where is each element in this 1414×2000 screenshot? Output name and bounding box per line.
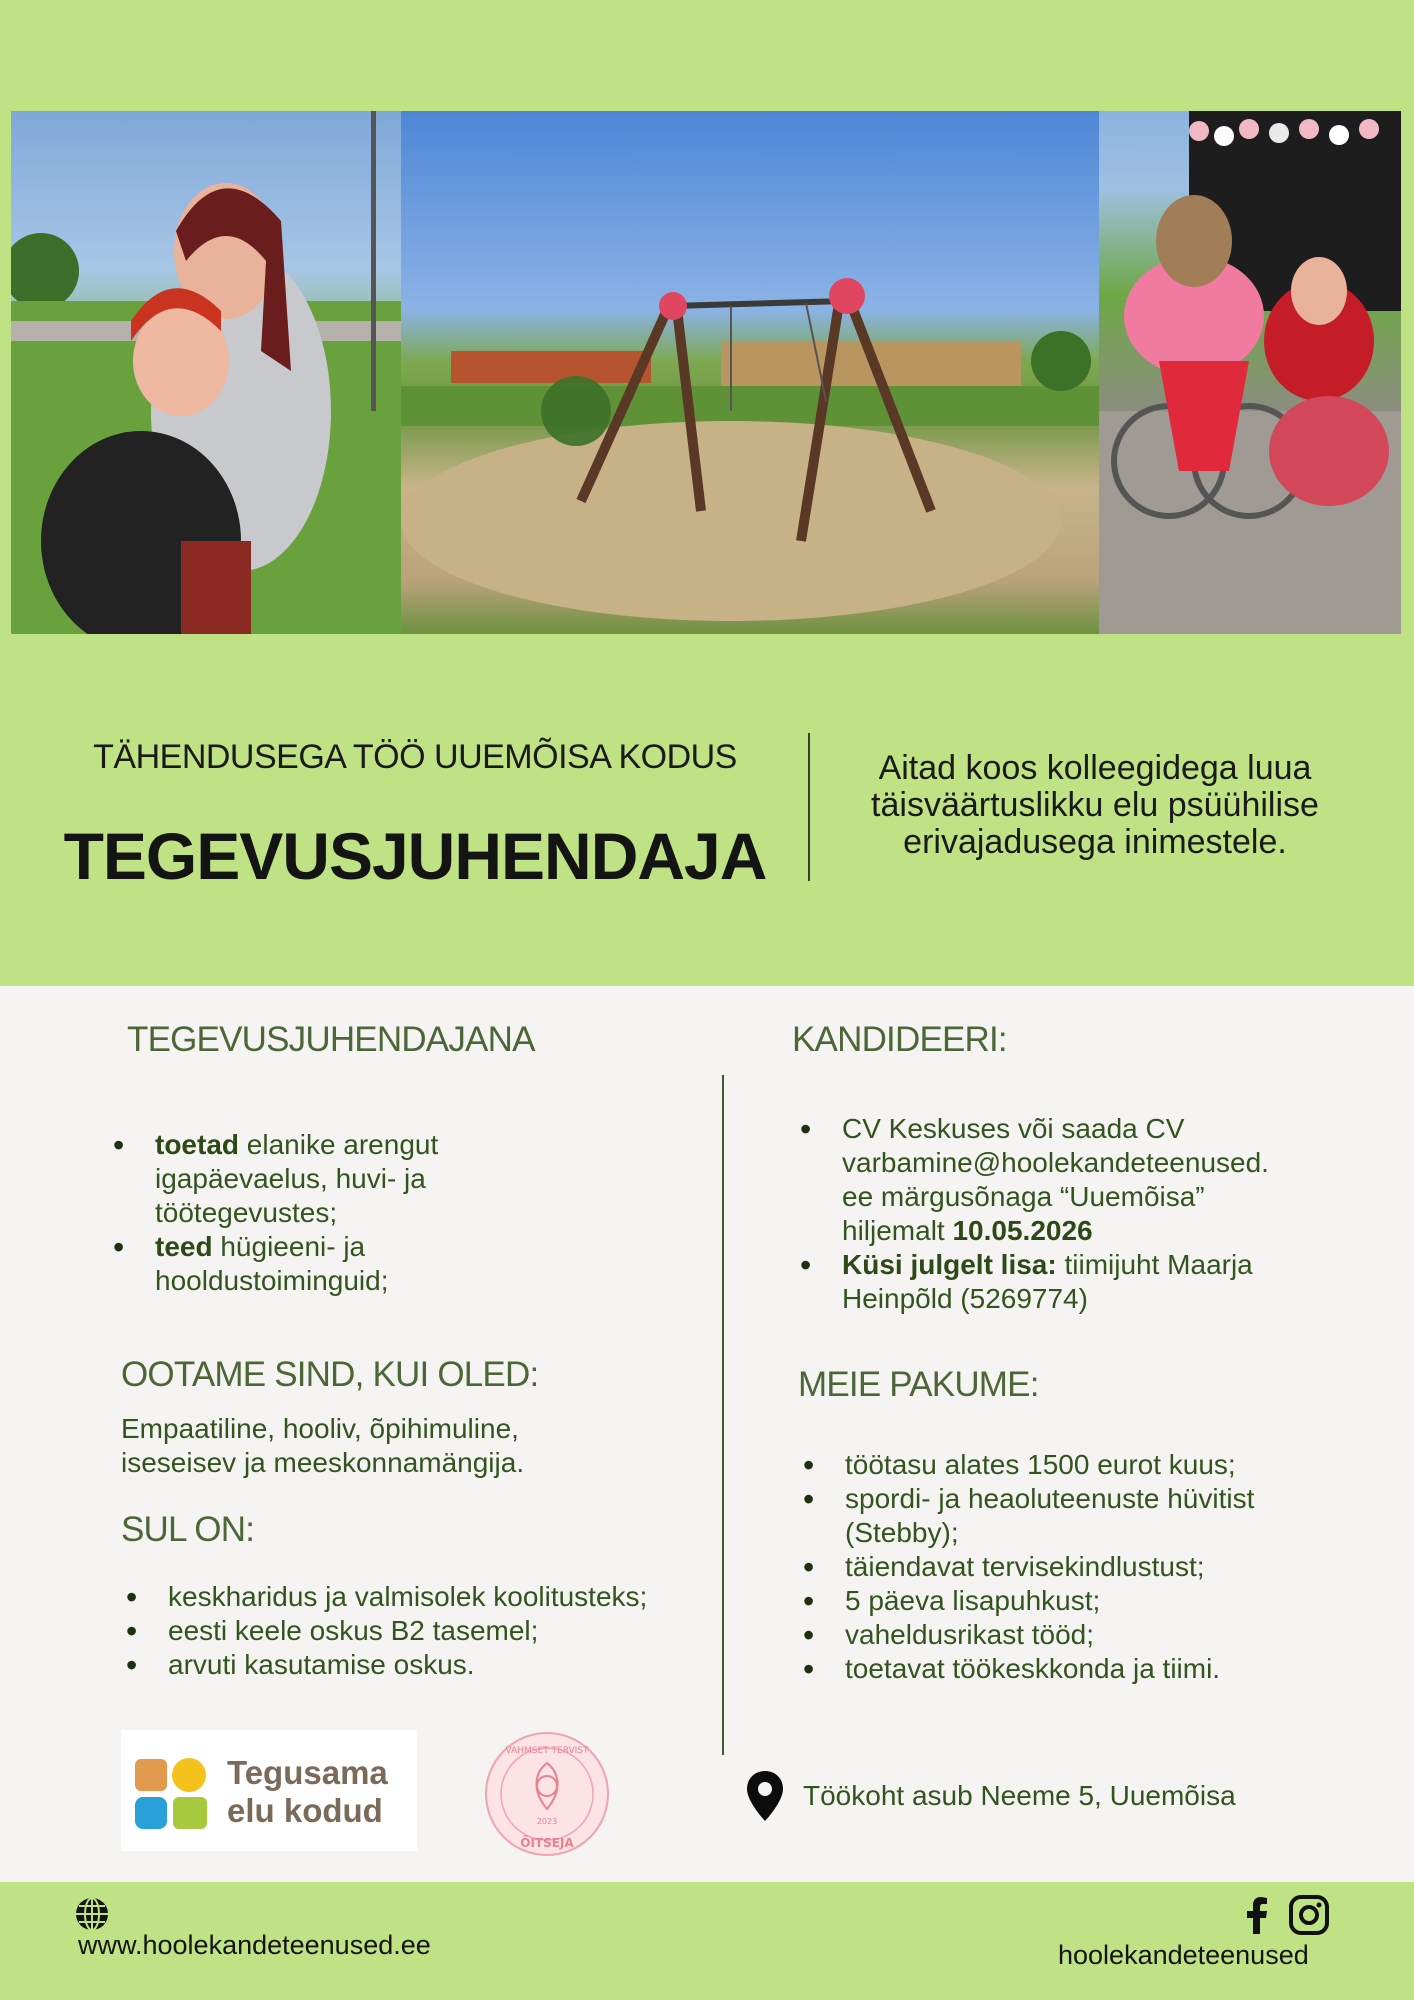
photo-wheelchair-visit — [1099, 111, 1401, 634]
seal-bottom-text: ÕITSEJA — [520, 1836, 574, 1850]
photo-two-women-hugging — [11, 111, 401, 634]
offer-text: (Stebby); — [845, 1517, 959, 1548]
list-item: • 5 päeva lisapuhkust; — [803, 1584, 1363, 1618]
column-divider — [722, 1075, 724, 1755]
duty-verb: toetad — [155, 1129, 239, 1160]
list-item: • vaheldusrikast tööd; — [803, 1618, 1363, 1652]
map-pin-icon — [745, 1770, 785, 1822]
offer-list — [803, 1448, 1363, 1686]
list-item — [803, 1482, 1363, 1550]
tegusama-line: Tegusama — [227, 1754, 388, 1791]
list-item: • arvuti kasutamise oskus. — [126, 1648, 716, 1682]
location — [745, 1770, 1236, 1822]
health-seal-icon — [484, 1731, 610, 1857]
offer-heading: MEIE PAKUME: — [798, 1365, 1039, 1404]
hero-description-line: Aitad koos kolleegidega luua — [878, 749, 1312, 787]
social-icons — [1236, 1894, 1330, 1936]
page-title: TEGEVUSJUHENDAJA — [63, 819, 767, 893]
list-item: • toetavat töökeskkonda ja tiimi. — [803, 1652, 1363, 1686]
duties-list — [113, 1128, 583, 1298]
role-heading: TEGEVUSJUHENDAJANA — [127, 1020, 535, 1059]
duty-text: töötegevustes; — [155, 1197, 338, 1228]
photo-strip — [11, 111, 1401, 634]
contact-text: Heinpõld (5269774) — [842, 1283, 1088, 1314]
facebook-icon[interactable] — [1236, 1894, 1278, 1936]
hero-subtitle: TÄHENDUSEGA TÖÖ UUEMÕISA KODUS — [93, 738, 737, 776]
list-item: • töötasu alates 1500 eurot kuus; — [803, 1448, 1363, 1482]
apply-email[interactable]: varbamine@hoolekandeteenused. — [842, 1147, 1269, 1178]
expect-line: Empaatiline, hooliv, õpihimuline, — [121, 1413, 519, 1444]
apply-text: hiljemalt — [842, 1215, 953, 1246]
list-item: • eesti keele oskus B2 tasemel; — [126, 1614, 716, 1648]
requirements-list — [126, 1580, 716, 1682]
expect-text — [121, 1412, 681, 1480]
hero-description-line: erivajadusega inimestele. — [903, 823, 1287, 861]
apply-text: ee märgusõnaga “Uuemõisa” — [842, 1181, 1205, 1212]
website-link[interactable]: www.hoolekandeteenused.ee — [78, 1930, 431, 1960]
location-text: Töökoht asub Neeme 5, Uuemõisa — [803, 1780, 1236, 1811]
hero-divider — [808, 733, 810, 881]
globe-icon — [74, 1896, 110, 1932]
duty-verb: teed — [155, 1231, 213, 1262]
tegusama-logo — [121, 1730, 417, 1851]
photo-playground-swing — [401, 111, 1099, 634]
duty-text: igapäevaelus, huvi- ja — [155, 1163, 426, 1194]
apply-deadline: 10.05.2026 — [952, 1215, 1093, 1246]
tegusama-line: elu kodud — [227, 1792, 383, 1829]
expect-heading: OOTAME SIND, KUI OLED: — [121, 1355, 539, 1394]
list-item: • keskharidus ja valmisolek koolitusteks; — [126, 1580, 716, 1614]
list-item: • täiendavat tervisekindlustust; — [803, 1550, 1363, 1584]
seal-year: 2023 — [536, 1817, 558, 1826]
apply-list — [800, 1112, 1360, 1316]
tegusama-mark-icon — [133, 1755, 209, 1831]
contact-text: tiimijuht Maarja — [1056, 1249, 1253, 1280]
instagram-icon[interactable] — [1288, 1894, 1330, 1936]
hero-description-line: täisväärtuslikku elu psüühilise — [871, 786, 1319, 824]
expect-line: iseseisev ja meeskonnamängija. — [121, 1447, 525, 1478]
hero-description — [830, 750, 1360, 861]
contact-label: Küsi julgelt lisa: — [842, 1249, 1057, 1280]
list-item — [113, 1128, 583, 1230]
social-handle[interactable]: hoolekandeteenused — [1058, 1940, 1309, 1970]
apply-text: CV Keskuses või saada CV — [842, 1113, 1185, 1144]
duty-text: hügieeni- ja — [212, 1231, 366, 1262]
list-item — [800, 1248, 1360, 1316]
have-heading: SUL ON: — [121, 1510, 255, 1549]
list-item — [800, 1112, 1360, 1248]
seal-top-text: VAHMSET TERVIST — [505, 1746, 589, 1756]
tegusama-logo-text — [227, 1754, 388, 1830]
apply-heading: KANDIDEERI: — [792, 1020, 1007, 1059]
duty-text: elanike arengut — [239, 1129, 439, 1160]
offer-text: spordi- ja heaoluteenuste hüvitist — [845, 1483, 1255, 1514]
duty-text: hooldustoiminguid; — [155, 1265, 389, 1296]
list-item — [113, 1230, 583, 1298]
